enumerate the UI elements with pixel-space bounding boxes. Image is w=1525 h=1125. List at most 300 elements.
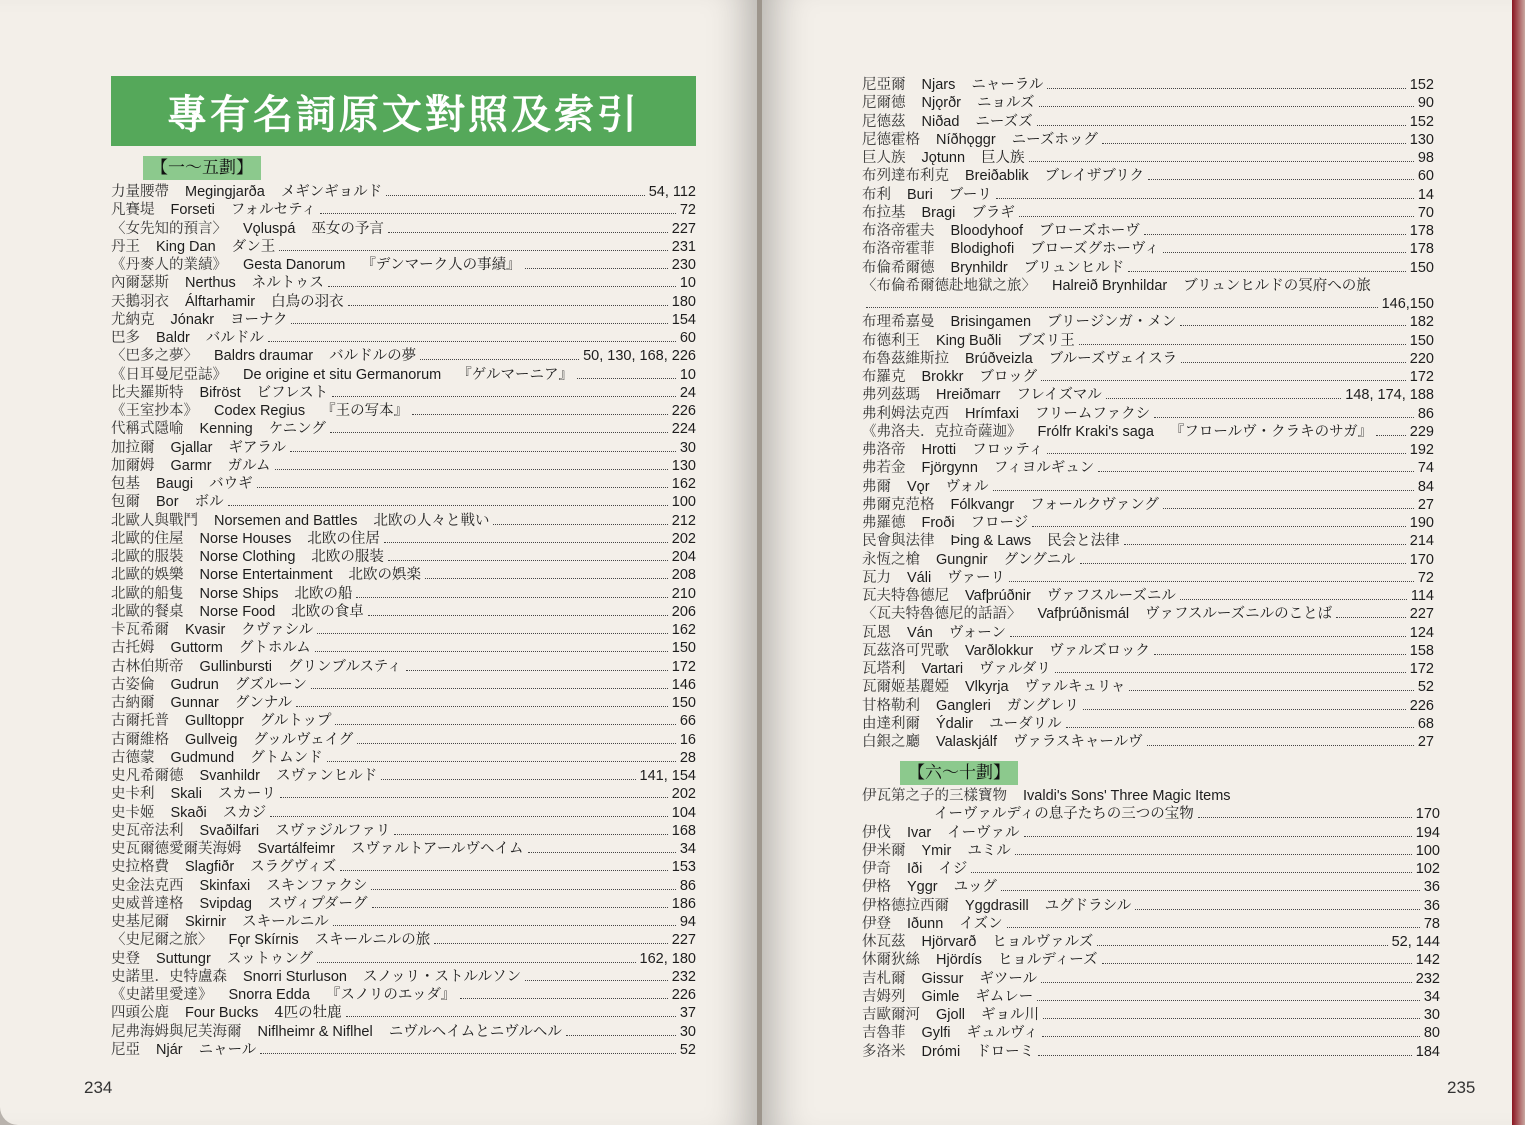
dot-leader [291,323,667,324]
entry-japanese: イジ [938,861,968,877]
entry-japanese: グリンブルスティ [288,658,402,675]
dot-leader [420,359,579,360]
index-entry [862,733,1434,751]
dot-leader [1042,1036,1420,1037]
entry-chinese: 瓦茲洛可咒歌 [862,642,949,659]
entry-chinese: 〈女先知的預言〉 [111,220,227,237]
entry-page: 94 [679,914,696,930]
index-entry [862,933,1440,951]
entry-chinese: 力量腰帶 [111,184,169,200]
dot-leader [1015,854,1412,855]
entry-page: 168 [671,822,696,839]
entry-japanese: グングニル [1003,551,1076,568]
dot-leader [1336,617,1406,618]
index-entry [862,860,1440,878]
entry-original: Hjörvarð [921,934,977,950]
entry-original: Jǫtunn [921,150,966,166]
entry-original: Gudmund [170,749,235,766]
dot-leader [1144,234,1406,235]
page-title: 專有名詞原文對照及索引 [111,76,696,146]
dot-leader [1102,963,1412,964]
entry-japanese: 4匹の牡鹿 [274,1005,342,1022]
entry-chinese: 瓦夫特魯德尼 [862,588,949,604]
entry-page: 102 [1415,861,1440,877]
entry-japanese: ギツール [979,970,1038,987]
dot-leader [386,195,645,196]
index-entry [862,277,1434,295]
entry-page: 190 [1409,515,1434,531]
entry-original: Brisingamen [950,314,1032,331]
entry-original: Codex Regius [214,403,306,419]
entry-chinese: 布魯茲維斯拉 [862,350,949,367]
entry-page: 10 [679,275,696,292]
entry-chinese: 古德蒙 [111,749,155,766]
dot-leader [996,198,1414,199]
entry-original: Kenning [199,421,253,438]
entry-original: Slagfiðr [185,859,235,876]
entry-original: Gimle [921,988,960,1005]
index-entry [862,405,1434,423]
entry-page: 206 [671,603,696,620]
index-entry [111,402,696,420]
entry-japanese: 北欧の服装 [311,549,384,565]
entry-chinese: 瓦爾姬基麗婭 [862,679,949,696]
entry-japanese: 『ゲルマーニア』 [457,366,573,383]
index-entry [111,329,696,347]
entry-japanese: ガルム [227,457,271,474]
dot-leader [1102,143,1406,144]
entry-page: 227 [1409,606,1434,623]
dot-leader [348,305,668,306]
index-entry [111,238,696,256]
dot-leader [1147,745,1414,746]
right-page [762,0,1512,1125]
entry-page: 212 [671,512,696,529]
entry-japanese: グトムンド [250,749,323,766]
entry-chinese: 《弗洛夫．克拉奇薩迦》 [862,423,1022,440]
index-entry [862,295,1434,313]
entry-japanese: 白鳥の羽衣 [271,293,344,310]
entry-page: 100 [671,494,696,511]
index-entry [862,569,1434,587]
entry-japanese: フォールクヴァング [1030,496,1159,513]
entry-page: 30 [679,439,696,456]
index-entry [862,805,1440,823]
index-entry [111,712,696,730]
entry-japanese: スカジ [222,804,267,821]
dot-leader [1083,709,1406,710]
entry-original: Vartari [921,661,964,677]
entry-chinese: 《王室抄本》 [111,403,198,419]
dot-leader [993,490,1414,491]
index-entry [862,988,1440,1006]
entry-original: Skaði [170,804,207,821]
entry-page: 172 [671,658,696,675]
dot-leader [566,1035,676,1036]
entry-original: Niflheimr & Niflhel [257,1023,373,1040]
entry-japanese: ヴァルズロック [1049,642,1150,659]
entry-original: Gjoll [936,1007,966,1023]
entry-original: Frólfr Kraki's saga [1037,423,1154,440]
entry-page: 98 [1417,150,1434,166]
entry-japanese: ニョルズ [976,95,1035,112]
index-entry [862,186,1434,204]
entry-chinese: 《史諾里愛達》 [111,987,213,1003]
entry-original: Vlkyrja [965,679,1009,696]
entry-chinese: 永恆之槍 [862,551,920,568]
dot-leader [1047,453,1406,454]
entry-chinese: 天鵝羽衣 [111,293,169,310]
dot-leader [1043,1018,1420,1019]
entry-chinese: 休瓦茲 [862,934,906,950]
entry-page: 54, 112 [648,184,696,200]
entry-original: Norse Clothing [199,549,296,565]
index-entry [111,274,696,292]
section-tag-1-5: 【一～五劃】 [143,156,261,180]
entry-chinese: 尼亞 [111,1041,140,1058]
entry-page: 124 [1409,624,1434,641]
entry-chinese: 代稱式隱喻 [111,421,184,438]
entry-japanese: スットゥング [226,950,314,967]
entry-japanese: スキールニルの旅 [314,932,431,949]
entry-page: 162 [671,622,696,638]
entry-japanese: ニーズホッグ [1011,131,1098,148]
index-entry [111,256,696,274]
entry-page: 146,150 [1381,296,1434,312]
entry-chinese: 休爾狄絲 [862,952,920,969]
index-entry [111,639,696,657]
entry-original: Jónakr [170,311,215,328]
entry-original: Gesta Danorum [243,257,346,273]
index-entry [111,530,696,548]
entry-original: Snorra Edda [228,987,310,1003]
entry-japanese: グルトップ [259,713,332,730]
dot-leader [228,505,668,506]
dot-leader [1019,216,1414,217]
entry-chinese: 史威普達格 [111,895,184,912]
entry-japanese: スヴァンヒルド [275,768,378,784]
entry-japanese: ドローミ [976,1043,1035,1060]
entry-page: 30 [679,1023,696,1040]
dot-leader [1066,727,1414,728]
entry-chinese: 古林伯斯帝 [111,658,184,675]
dot-leader [260,1053,676,1054]
entry-page: 232 [671,968,696,985]
entry-page: 202 [671,786,696,803]
index-entry [862,76,1434,94]
index-entry [862,715,1434,733]
entry-page: 227 [671,220,696,237]
entry-page: 226 [1409,697,1434,714]
entry-chinese: 弗洛帝 [862,442,906,458]
entry-japanese: スヴィプダーグ [267,895,368,912]
entry-page: 66 [679,713,696,730]
entry-original: Forseti [170,202,215,219]
entry-page: 34 [679,841,696,857]
entry-japanese: 北欧の娯楽 [348,567,421,584]
index-entry [862,532,1434,550]
entry-japanese: ギョル川 [981,1007,1040,1023]
entry-japanese: グズルーン [234,676,307,693]
dot-leader [394,834,667,835]
entry-original: Ivar [907,824,932,841]
entry-chinese: 布理希嘉曼 [862,314,935,331]
left-page [0,0,758,1125]
entry-page: 180 [671,293,696,310]
dot-leader [1098,471,1414,472]
entry-page: 130 [1409,131,1434,148]
index-entry [862,970,1440,988]
entry-japanese: フロッティ [972,442,1044,458]
index-entry [111,566,696,584]
entry-original: Fjörgynn [921,460,978,477]
index-entry [862,204,1434,222]
dot-leader [493,524,667,525]
entry-original: Fólkvangr [950,496,1015,513]
index-entry [862,459,1434,477]
entry-page: 84 [1417,478,1434,495]
entry-chinese: 比夫羅斯特 [111,384,184,401]
entry-original: Vǫr [907,478,930,495]
entry-chinese: 加拉爾 [111,439,155,456]
dot-leader [1154,654,1406,655]
entry-page: 184 [1415,1043,1440,1060]
entry-page: 16 [679,731,696,748]
entry-chinese: 布洛帝霍夫 [862,223,935,239]
entry-japanese: ヴァーリ [947,569,1006,586]
entry-page: 192 [1409,442,1434,458]
entry-page: 37 [679,1005,696,1022]
entry-original: Svipdag [199,895,252,912]
entry-original: Drómi [921,1043,961,1060]
entry-japanese: フィヨルギュン [993,460,1095,477]
entry-japanese: ヴォル [945,478,989,495]
entry-chinese: 丹王 [111,238,140,255]
entry-japanese: ヴァラスキャールヴ [1012,734,1143,750]
entry-page: 72 [679,202,696,219]
entry-original: Ivaldi's Sons' Three Magic Items [1023,788,1231,804]
entry-japanese: スノッリ・ストルルソン [362,968,522,985]
entry-japanese: スヴァルトアールヴヘイム [350,841,524,857]
entry-chinese: 伊瓦第之子的三樣寶物 [862,788,1007,804]
index-entry [862,624,1434,642]
entry-chinese: 〈史尼爾之旅〉 [111,932,213,949]
entry-original: Hrímfaxi [965,405,1019,422]
index-entry [111,767,696,785]
dot-leader [279,250,667,251]
entry-page: 178 [1409,223,1434,239]
index-entry [111,621,696,639]
index-entry [111,384,696,402]
index-entry [111,493,696,511]
index-list-left [111,183,696,1059]
index-entry [111,293,696,311]
index-entry [862,660,1434,678]
index-entry [862,259,1434,277]
entry-page: 170 [1415,806,1440,823]
entry-original: Gulltoppr [185,713,244,730]
index-entry [111,913,696,931]
entry-japanese: ブラギ [971,204,1015,221]
entry-original: Þing & Laws [950,533,1032,550]
index-entry [862,423,1434,441]
index-entry [111,658,696,676]
entry-chinese: 內爾瑟斯 [111,275,169,292]
entry-page: 158 [1409,642,1434,659]
entry-original: Norse Ships [199,585,279,602]
entry-page: 114 [1410,588,1434,604]
dot-leader [1079,344,1406,345]
entry-original: Ýdalir [936,715,974,732]
entry-japanese: ブリュンヒルドの冥府への旅 [1183,277,1371,294]
entry-page: 231 [671,238,696,255]
entry-original: Suttungr [156,950,211,967]
entry-chinese: 弗若金 [862,460,906,477]
entry-original: Megingjarða [185,184,265,200]
entry-page: 162 [671,476,696,492]
entry-original: Gudrun [170,676,219,693]
entry-chinese: 史諾里．史特盧森 [111,968,227,985]
entry-chinese: 伊登 [862,915,891,932]
entry-original: Hreiðmarr [936,387,1001,404]
entry-page: 204 [671,549,696,565]
entry-page: 104 [671,804,696,821]
entry-page: 52, 144 [1391,934,1440,950]
entry-japanese: ブロッグ [979,369,1038,385]
entry-page: 202 [671,530,696,547]
entry-original: Váli [907,569,932,586]
dot-leader [1047,88,1405,89]
entry-page: 60 [679,330,696,346]
index-entry [111,439,696,457]
entry-page: 68 [1417,715,1434,732]
entry-japanese: ユミル [967,842,1011,859]
entry-japanese: スラグヴィズ [250,859,337,876]
dot-leader [1163,252,1406,253]
dot-leader [1135,909,1420,910]
index-entry [111,822,696,840]
entry-original: Vǫluspá [243,220,296,237]
index-entry [111,183,696,201]
dot-leader [525,268,668,269]
index-entry [862,1006,1440,1024]
entry-original: Baugi [156,476,194,492]
entry-japanese: ヒョルディーズ [997,952,1098,969]
entry-japanese: ブリュンヒルド [1023,259,1125,276]
dot-leader [268,341,676,342]
entry-original: Iði [907,861,923,877]
entry-chinese: 伊米爾 [862,842,906,859]
dot-leader [1376,435,1405,436]
entry-chinese: 加爾姆 [111,457,155,474]
entry-page: 24 [679,384,696,401]
entry-original: Níðhǫggr [936,131,996,148]
dot-leader [525,980,668,981]
index-entry [111,840,696,858]
index-entry [111,749,696,767]
entry-chinese: 北歐的娛樂 [111,567,184,584]
entry-chinese: 北歐的餐桌 [111,603,184,620]
entry-chinese: 吉姆列 [862,988,906,1005]
entry-chinese: 尼亞爾 [862,77,906,93]
entry-chinese: 尤納克 [111,311,155,328]
entry-chinese: 尼德霍格 [862,131,920,148]
dot-leader [1029,161,1414,162]
dot-leader [1038,1055,1412,1056]
entry-japanese: 『デンマーク人の事績』 [361,257,521,273]
entry-original: Gjallar [170,439,213,456]
entry-page: 36 [1423,897,1440,914]
book-cover-edge [1512,0,1525,1125]
index-entry [862,915,1440,933]
index-entry [111,1004,696,1022]
entry-original: Gylfi [921,1025,951,1042]
entry-original: Gullinbursti [199,658,273,675]
entry-original: Bor [156,494,179,511]
entry-page: 150 [1409,259,1434,276]
dot-leader [1041,982,1412,983]
entry-chinese: 伊奇 [862,861,891,877]
entry-chinese: 巨人族 [862,150,906,166]
dot-leader [290,451,676,452]
entry-japanese: スキンファクシ [266,877,368,894]
index-entry [862,642,1434,660]
entry-page: 36 [1423,879,1440,896]
dot-leader [320,213,676,214]
dot-leader [335,724,675,725]
entry-original: Baldr [156,330,190,346]
entry-japanese: ヴァフスルーズニル [1046,588,1176,604]
entry-page: 50, 130, 168, 226 [583,348,696,365]
dot-leader [1181,362,1406,363]
index-entry [111,366,696,384]
dot-leader [317,962,636,963]
entry-original: Bloodyhoof [950,223,1024,239]
entry-original: Álftarhamir [185,293,256,310]
entry-original: Njǫrðr [921,95,961,112]
entry-page: 30 [1423,1007,1440,1023]
index-entry [862,478,1434,496]
entry-page: 80 [1423,1025,1440,1042]
index-entry [862,149,1434,167]
entry-original: King Dan [156,238,216,255]
index-entry [862,368,1434,386]
index-entry [111,895,696,913]
entry-page: 148, 174, 188 [1345,387,1434,404]
entry-original: Buri [907,186,933,203]
dot-leader [371,889,676,890]
entry-japanese: 北欧の人々と戦い [373,512,490,529]
dot-leader [1055,672,1406,673]
dot-leader [577,378,676,379]
entry-japanese: ユッグ [953,879,997,896]
entry-chinese: 伊格 [862,879,891,896]
entry-japanese: フォルセティ [230,202,316,219]
index-entry [862,697,1434,715]
dot-leader [1128,271,1406,272]
entry-page: 100 [1415,842,1440,859]
entry-page: 141, 154 [639,768,696,784]
entry-chinese: 史登 [111,950,140,967]
entry-japanese: 『フロールヴ・クラキのサガ』 [1169,423,1373,440]
entry-chinese: 布德利王 [862,332,920,349]
entry-chinese: 吉歐爾河 [862,1007,920,1023]
index-entry [111,420,696,438]
entry-original: Bragi [921,204,956,221]
entry-page: 194 [1415,824,1440,841]
entry-chinese: 巴多 [111,330,140,346]
entry-japanese: グッルヴェイグ [253,731,354,748]
